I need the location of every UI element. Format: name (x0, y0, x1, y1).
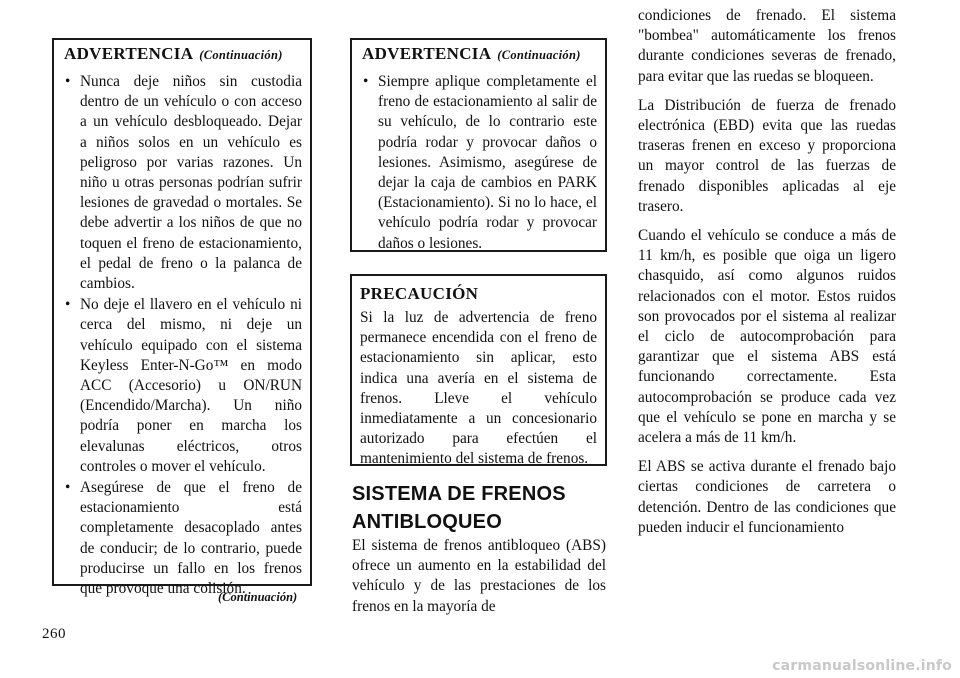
page-number: 260 (42, 626, 66, 642)
warning-box-continued-2 (350, 38, 607, 252)
right-column-text (638, 6, 896, 547)
continued-label: (Continuación) (497, 48, 581, 62)
abs-intro-paragraph: El sistema de frenos antibloqueo (ABS) ofrece un aumento en la estabilidad del vehículo y de las prestaciones de los frenos en la mayoría de (352, 537, 606, 615)
caution-title: PRECAUCIÓN (360, 284, 479, 303)
warning-bullet: • Asegúrese de que el freno de estacionamiento está completamente desacoplado antes de conducir; de lo contrario, puede producirse un fallo en los frenos que provoque una colisión. (54, 478, 310, 599)
warning-bullet: • Nunca deje niños sin custodia dentro de un vehículo o con acceso a un vehículo desbloqueado. Dejar a niños solos en un vehículo es peligroso por varias razones. Un niño u otras personas podrían sufrir lesiones de gravedad o mortales. Se debe advertir a los niños de que no toquen el freno de estacionamiento, el pedal de freno o la palanca de cambios. (54, 72, 310, 294)
continued-footer: (Continuación) (218, 590, 298, 604)
caution-text: Si la luz de advertencia de freno permanece encendida con el freno de estacionamiento sin aplicar, esto indica una avería en el sistema de frenos. Lleve el vehículo inmediatamente a un concesionario autorizado para efectúen el mantenimiento del sistema de frenos. (360, 309, 597, 468)
paragraph: La Distribución de fuerza de frenado electrónica (EBD) evita que las ruedas traseras frenen en exceso y proporciona un mayor control de las fuerzas de frenado disponibles aplicadas al eje trasero. (638, 96, 896, 215)
warning-bullet-list (352, 72, 605, 255)
warning-bullet: • Siempre aplique completamente el freno de estacionamiento al salir de su vehículo, de lo contrario este podría rodar y provocar daños o lesiones. Asimismo, asegúrese de dejar la caja de cambios en PARK (Estacionamiento). Si no lo hace, el vehículo podría rodar y provocar daños o lesiones. (352, 72, 605, 254)
section-title-line-1: SISTEMA DE FRENOS (352, 483, 566, 505)
warning-title-text: ADVERTENCIA (362, 44, 492, 63)
paragraph: El ABS se activa durante el frenado bajo ciertas condiciones de carretera o detención. Dentro de las condiciones que pueden inducir el funcionamiento (638, 458, 896, 536)
paragraph: Cuando el vehículo se conduce a más de 11 km/h, es posible que oiga un ligero chasquido, así como algunos ruidos relacionados con el motor. Estos ruidos son provocados por el sistema al realizar el ciclo de autocomprobación para garantizar que el sistema ABS está funcionando correctamente. Esta autocomprobación se produce cada vez que el vehículo se pone en marcha y se acelera a más de 11 km/h. (638, 227, 896, 447)
section-title (352, 482, 608, 534)
continued-label: (Continuación) (199, 48, 283, 62)
warning-box-continued (52, 38, 312, 598)
section-title-line-2: ANTIBLOQUEO (352, 511, 502, 533)
warning-bullet-list (54, 72, 310, 600)
caution-box (350, 274, 607, 466)
warning-title (64, 44, 283, 64)
paragraph: condiciones de frenado. El sistema "bombea" automáticamente los frenos durante condiciones severas de frenado, para evitar que las ruedas se bloqueen. (638, 7, 896, 85)
warning-title-text: ADVERTENCIA (64, 44, 194, 63)
warning-title (362, 44, 581, 64)
warning-bullet: • No deje el llavero en el vehículo ni cerca del mismo, ni deje un vehículo equipado con el sistema Keyless Enter-N-Go™ en modo ACC (Accesorio) u ON/RUN (Encendido/Marcha). Un niño podría poner en marcha los elevalunas eléctricos, otros controles o mover el vehículo. (54, 295, 310, 477)
watermark: carmanualsonline.info (772, 658, 952, 674)
